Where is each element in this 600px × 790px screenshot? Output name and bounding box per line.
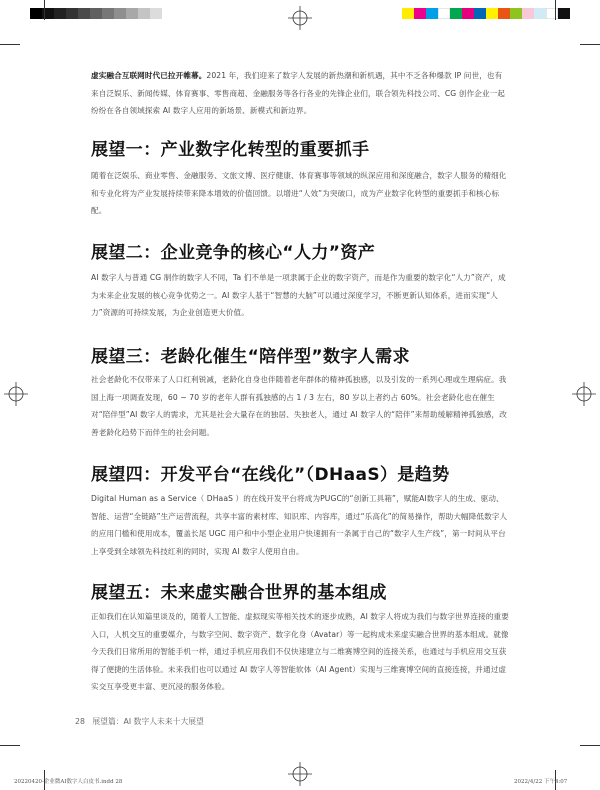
color-swatch [534, 8, 546, 19]
page-number: 28 [75, 717, 85, 726]
section-body-3: 社会老龄化不仅带来了人口红利锐减，老龄化自身也伴随着老年群体的精神孤独感，以及引发的一系列心理或生理病症。我国上海一项调查发现，60 ~ 70 岁的老年人群有孤独感的占 1 / 3 左右，80 岁以上者约占 60%。社会老龄化也在催生对“陪伴型”AI 数字人的需求，尤其是社会大量存在的独居、失独老人，通过 AI 数字人的“陪伴”来帮助缓解精神孤独感，改善老龄化趋势下而伴生的社会问题。 [91, 375, 507, 437]
color-swatch [558, 8, 570, 19]
footer-section-title: 展望篇：AI 数字人未来十大展望 [92, 717, 204, 726]
color-swatch [546, 8, 558, 19]
registration-target-top [288, 6, 312, 30]
color-swatch [522, 8, 534, 19]
color-swatch [426, 8, 438, 19]
color-swatch [450, 8, 462, 19]
grayscale-color-bar [30, 8, 162, 19]
section-heading-5: 展望五：未来虚实融合世界的基本组成 [91, 583, 387, 603]
color-swatch [150, 8, 162, 19]
section-body-1: 随着在泛娱乐、商业零售、金融服务、文旅文博、医疗健康、体育赛事等领域的纵深应用和深度融合，数字人服务的精细化和专业化将为产业发展持续带来降本增效的价值回馈。以增进“人效”为突破口，成为产业数字化转型的重要抓手和核心标配。 [91, 171, 507, 216]
crop-mark [580, 745, 600, 746]
section-body-4: Digital Human as a Service（ DHaaS ）的在线开发平台将成为PUGC的“创新工具箱”，赋能AI数字人的生成、驱动、智能、运营“全链路”生产运营流程，共享丰富的素材库、知识库、内容库，通过“乐高化”的简易操作，帮助大幅降低数字人的应用门槛和使用成本，覆盖长尾 UGC 用户和中小型企业用户快速拥有一条属于自己的“数字人生产线”，第一时间从平台上享受到全球领先科技红利的同时，实现 AI 数字人使用自由。 [91, 494, 508, 556]
section-heading-2: 展望二：企业竞争的核心“人力”资产 [91, 243, 376, 263]
registration-target-left [4, 382, 28, 406]
color-swatch [498, 8, 510, 19]
section-body-2: AI 数字人与普通 CG 制作的数字人不同，Ta 们不单是一项隶属于企业的数字资产，而是作为重要的数字化“人力”资产，成为未来企业发展的核心竞争优势之一。AI 数字人基于“智慧的大脑”可以通过深度学习，不断更新认知体系，进而实现“人力”资源的可持续发展，为企业创造更大价值。 [91, 273, 506, 318]
section-heading-4: 展望四：开发平台“在线化”（DHaaS）是趋势 [91, 465, 450, 485]
color-swatch [30, 8, 42, 19]
color-swatch [126, 8, 138, 19]
crop-mark [0, 745, 20, 746]
section-body-5: 正如我们在认知篇里谈及的，随着人工智能、虚拟现实等相关技术的逐步成熟，AI 数字人将成为我们与数字世界连接的重要入口，人机交互的重要媒介，与数字空间、数字资产、数字化身（Avatar）等一起构成未来虚实融合世界的基本组成。就像今天我们日常所用的智能手机一样，通过手机应用我们不仅快速建立与二维赛博空间的连接关系，也通过与手机应用交互获得了便捷的生活体验。未来我们也可以通过 AI 数字人等智能软体（AI Agent）实现与三维赛博空间的直接连接，并通过虚实交互享受更丰富、更沉浸的服务体验。 [91, 612, 509, 692]
registration-target-right [572, 382, 596, 406]
color-swatch [474, 8, 486, 19]
crop-mark [580, 44, 600, 45]
print-slug-right: 2022/4/22 下午4:07 [514, 779, 568, 785]
color-swatch [402, 8, 414, 19]
color-swatch [438, 8, 450, 19]
color-swatch [486, 8, 498, 19]
color-swatch [54, 8, 66, 19]
color-swatch [78, 8, 90, 19]
color-swatch [462, 8, 474, 19]
crop-mark [0, 44, 20, 45]
crop-mark [555, 0, 556, 20]
color-swatch [510, 8, 522, 19]
intro-lead: 虚实融合互联网时代已拉开帷幕。 [91, 71, 207, 80]
process-color-bar [402, 8, 570, 19]
color-swatch [66, 8, 78, 19]
color-swatch [414, 8, 426, 19]
section-heading-1: 展望一：产业数字化转型的重要抓手 [91, 140, 370, 160]
section-heading-3: 展望三：老龄化催生“陪伴型”数字人需求 [91, 347, 410, 367]
intro-body: 2021 年，我们迎来了数字人发展的新热潮和新机遇，其中不乏各种爆款 IP 问世，也有来自泛娱乐、新闻传媒、体育赛事、零售商超、金融服务等各行各业的先锋企业们，联合领先科技公司、CG 创作企业一起纷纷在各自领域探索 AI 数字人应用的新场景、新模式和新边界。 [91, 71, 505, 116]
color-swatch [114, 8, 126, 19]
page-footer [75, 716, 204, 727]
intro-paragraph [91, 67, 509, 120]
color-swatch [138, 8, 150, 19]
color-swatch [102, 8, 114, 19]
print-slug-left: 20220420-企业微AI数字人白皮书.indd 28 [14, 779, 123, 785]
crop-mark [44, 0, 45, 20]
color-swatch [90, 8, 102, 19]
registration-target-bottom [288, 762, 312, 786]
